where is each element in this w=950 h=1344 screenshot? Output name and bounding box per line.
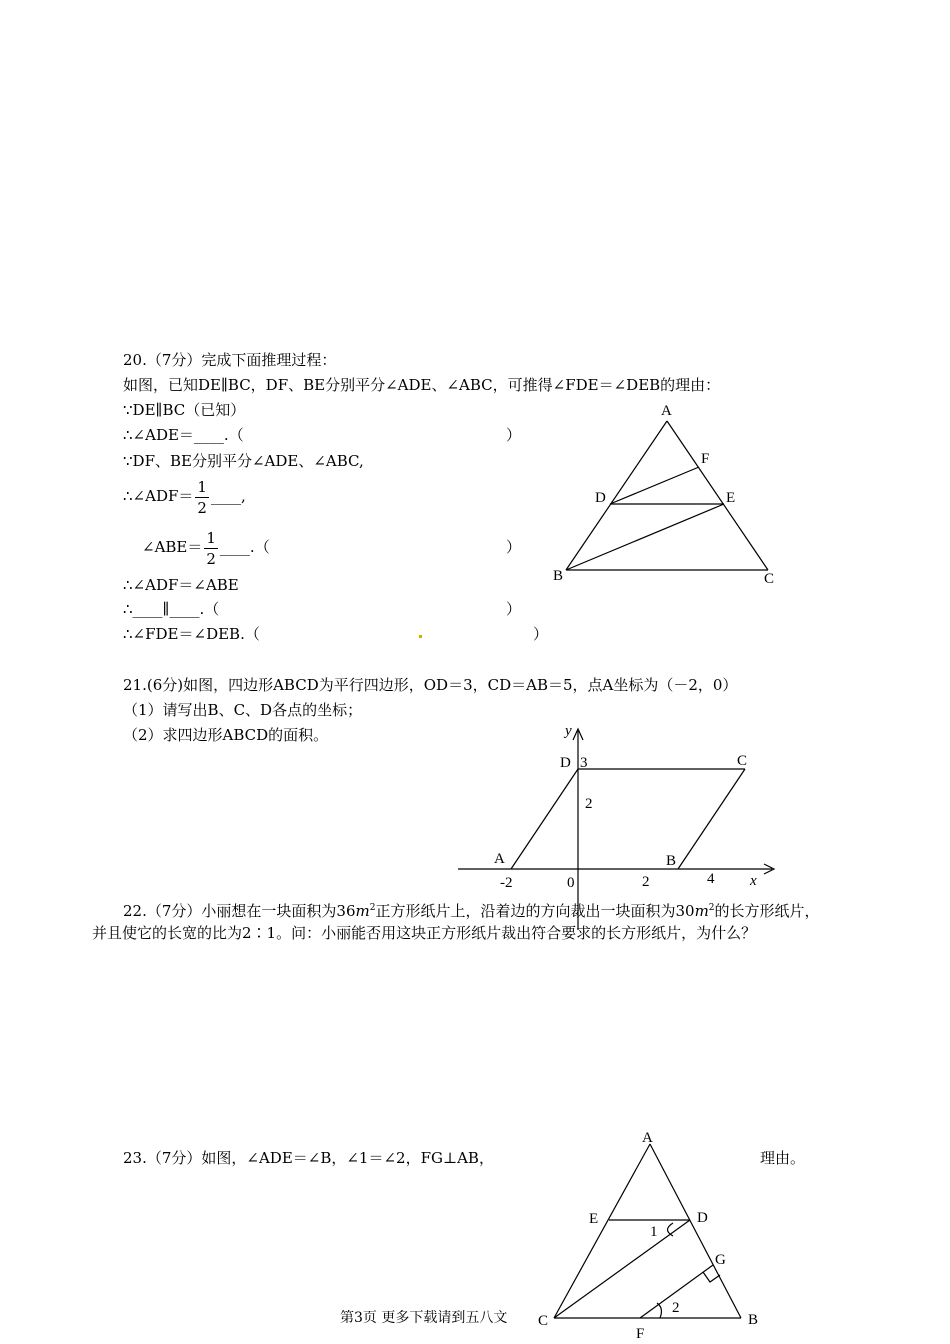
q20-step-4-suffix: ____, (210, 487, 246, 505)
tick-2-x: 2 (642, 874, 650, 890)
segment-ab (650, 1144, 741, 1318)
q21-part-1: （1）请写出B、C、D各点的坐标； (123, 701, 363, 719)
tick-3: 3 (580, 755, 588, 771)
fraction-numerator: 1 (197, 477, 207, 496)
label-c: C (737, 753, 748, 769)
label-c: C (764, 571, 775, 587)
q21-part-2: （2）求四边形ABCD的面积。 (123, 726, 329, 744)
unit-m: m (694, 902, 709, 920)
q20-step-2: ∴∠ADE＝____.（ (123, 426, 244, 444)
label-1: 1 (650, 1224, 658, 1240)
label-b: B (666, 853, 677, 869)
segment-cd (554, 1220, 690, 1318)
q22-text-mid: 正方形纸片上，沿着边的方向裁出一块面积为30 (375, 902, 695, 920)
tick-minus-2: -2 (500, 875, 513, 891)
label-y: y (565, 723, 572, 739)
tick-2-y: 2 (585, 796, 593, 812)
q20-step-8: ∴∠FDE＝∠DEB.（ (123, 625, 260, 643)
tick-0: 0 (567, 875, 575, 891)
label-e: E (726, 490, 736, 506)
label-f: F (636, 1326, 645, 1342)
q20-step-8-close: ） (533, 625, 549, 643)
unit-m: m (355, 902, 370, 920)
label-d: D (560, 755, 571, 771)
fraction-numerator: 1 (206, 528, 216, 547)
label-b: B (553, 568, 564, 584)
q21-intro: 21.(6分)如图，四边形ABCD为平行四边形，OD＝3，CD＝AB＝5，点A坐标为（－2，0） (123, 676, 738, 694)
label-b: B (748, 1312, 759, 1328)
q20-intro: 如图，已知DE∥BC，DF、BE分别平分∠ADE、∠ABC，可推得∠FDE＝∠DEB的理由： (123, 376, 721, 394)
q20-step-7: ∴____∥____.（ (123, 600, 220, 618)
label-d: D (595, 490, 606, 506)
q20-step-6: ∴∠ADF＝∠ABE (123, 576, 239, 594)
q22-line-2: 并且使它的长宽的比为2∶1。问：小丽能否用这块正方形纸片裁出符合要求的长方形纸片，为什么？ (92, 924, 757, 942)
unit-exponent: 2 (708, 903, 715, 913)
angle-1-arc (668, 1223, 674, 1236)
label-a: A (661, 403, 672, 419)
q20-step-5-suffix: ____.（ (219, 538, 270, 556)
q20-title: 20.（7分）完成下面推理过程： (123, 351, 337, 369)
unit-exponent: 2 (369, 903, 376, 913)
q23-tail: 理由。 (760, 1149, 806, 1167)
fraction-denominator: 2 (206, 549, 216, 568)
page-footer: 第3页 更多下载请到五八文 (340, 1310, 508, 1326)
tick-4: 4 (707, 871, 715, 887)
label-e: E (589, 1211, 599, 1227)
label-a: A (642, 1130, 653, 1146)
fraction-denominator: 2 (197, 498, 207, 517)
label-2: 2 (672, 1300, 680, 1316)
q20-step-5-prefix: ∠ABE＝ (142, 538, 203, 556)
label-x: x (750, 873, 757, 889)
q20-step-2-close: ） (506, 426, 522, 444)
q22-text-post: 的长方形纸片， (714, 902, 820, 920)
q20-step-5-close: ） (506, 538, 522, 556)
label-c: C (538, 1313, 549, 1329)
q20-step-3: ∵DF、BE分别平分∠ADE、∠ABC, (123, 452, 364, 470)
label-d: D (697, 1210, 708, 1226)
q20-step-1: ∵DE∥BC（已知） (123, 401, 246, 419)
label-a: A (494, 851, 505, 867)
segment-ac (554, 1144, 650, 1318)
q20-step-7-close: ） (506, 600, 522, 618)
q20-step-4-prefix: ∴∠ADF＝ (123, 487, 194, 505)
label-g: G (715, 1252, 726, 1268)
q23-text: 23.（7分）如图，∠ADE＝∠B，∠1＝∠2，FG⊥AB， (123, 1149, 494, 1167)
label-f: F (701, 451, 710, 467)
q22-text-pre: 22.（7分）小丽想在一块面积为36 (123, 902, 356, 920)
